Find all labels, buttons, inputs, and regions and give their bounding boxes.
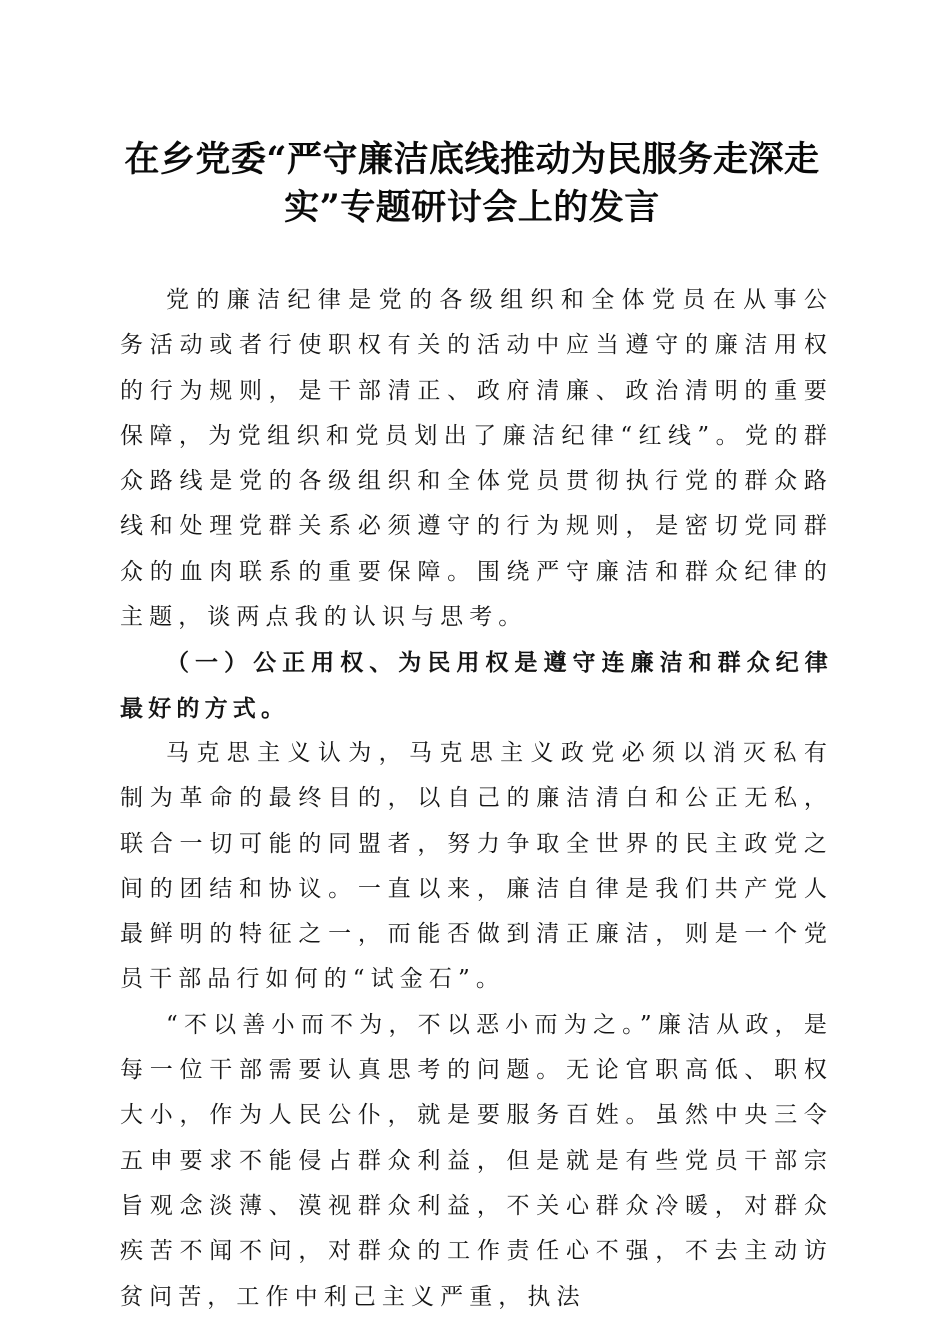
document-title: 在乡党委“严守廉洁底线推动为民服务走深走实”专题研讨会上的发言 <box>124 139 820 228</box>
paragraph-clean-governance: “不以善小而不为，不以恶小而为之。”廉洁从政，是每一位干部需要认真思考的问题。无论官职高低、职权大小，作为人民公仆，就是要服务百姓。虽然中央三令五申要求不能侵占群众利益，但是就是有些党员干部宗旨观念淡薄、漠视群众利益，不关心群众冷暖，对群众疾苦不闻不问，对群众的工作责任心不强，不去主动访贫问苦，工作中利己主义严重，执法 <box>120 1011 833 1310</box>
document-body <box>120 278 833 1320</box>
section-heading-1: （一）公正用权、为民用权是遵守连廉洁和群众纪律最好的方式。 <box>120 649 833 722</box>
paragraph-marxism: 马克思主义认为，马克思主义政党必须以消灭私有制为革命的最终目的，以自己的廉洁清白和公正无私，联合一切可能的同盟者，努力争取全世界的民主政党之间的团结和协议。一直以来，廉洁自律是我们共产党人最鲜明的特征之一，而能否做到清正廉洁，则是一个党员干部品行如何的“试金石”。 <box>120 739 833 993</box>
paragraph-intro: 党的廉洁纪律是党的各级组织和全体党员在从事公务活动或者行使职权有关的活动中应当遵守的廉洁用权的行为规则，是干部清正、政府清廉、政治清明的重要保障，为党组织和党员划出了廉洁纪律“红线”。党的群众路线是党的各级组织和全体党员贯彻执行党的群众路线和处理党群关系必须遵守的行为规则，是密切党同群众的血肉联系的重要保障。围绕严守廉洁和群众纪律的主题，谈两点我的认识与思考。 <box>120 287 833 631</box>
